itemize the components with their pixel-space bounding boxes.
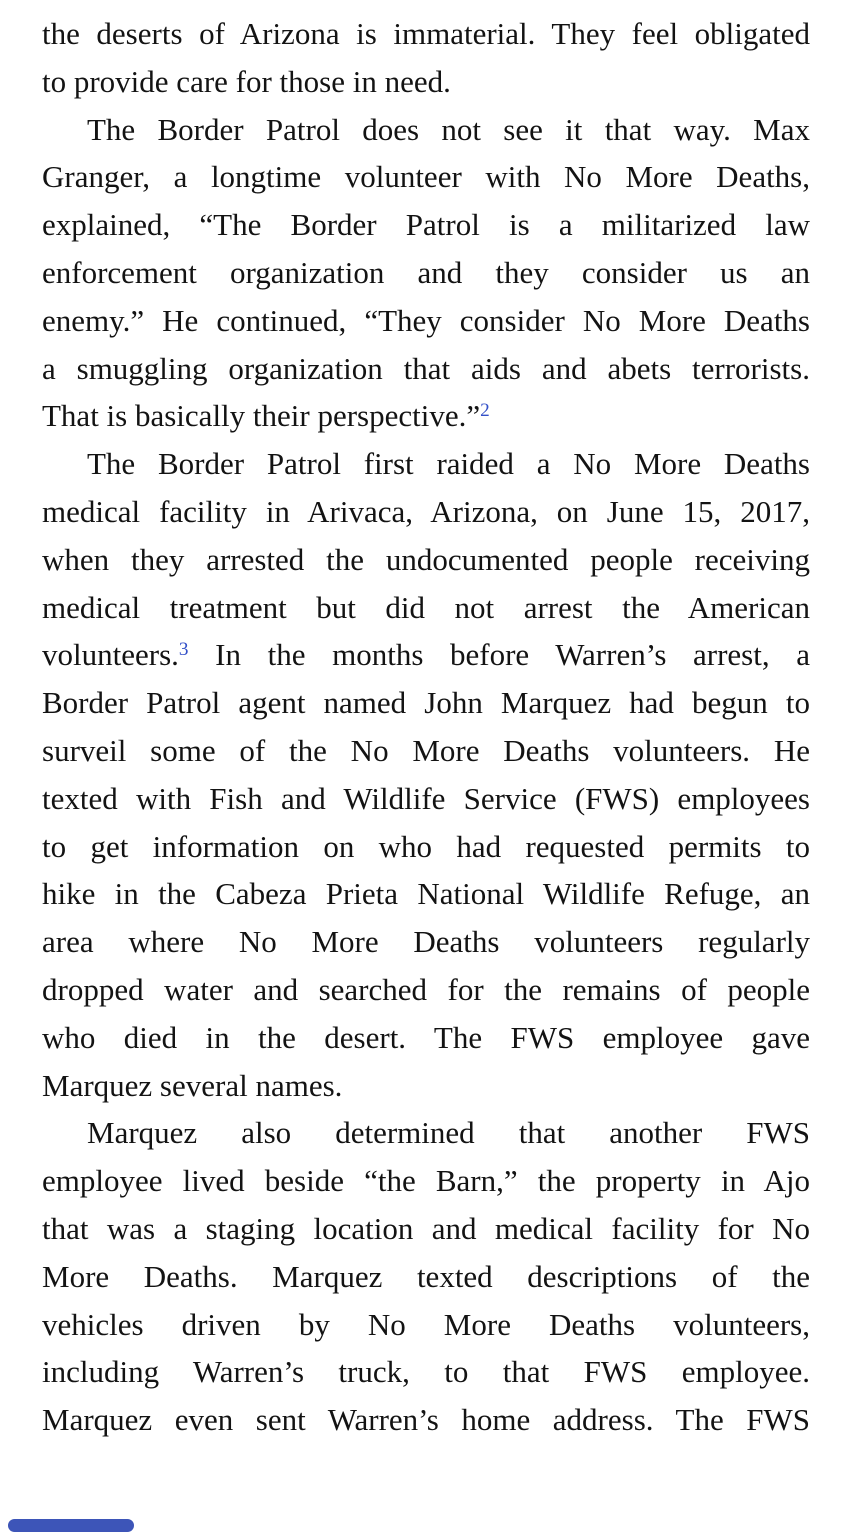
- text-line: Marquez also determined that another FWS: [87, 1115, 810, 1151]
- footnote-ref-2[interactable]: 2: [480, 399, 490, 421]
- text-line: hike in the Cabeza Prieta National Wildlife Refuge, an: [42, 876, 810, 912]
- text-line: employee lived beside “the Barn,” the property in Ajo: [42, 1163, 810, 1199]
- page-text: [42, 10, 810, 1444]
- text-line: enemy.” He continued, “They consider No More Deaths: [42, 302, 810, 338]
- text-line: the deserts of Arizona is immaterial. They feel obligated: [42, 16, 810, 51]
- text-line: dropped water and searched for the remains of people: [42, 971, 810, 1007]
- text-line: Border Patrol agent named John Marquez had begun to: [42, 685, 810, 721]
- text-line: to get information on who had requested permits to: [42, 828, 810, 864]
- footnote-ref-3[interactable]: 3: [178, 638, 189, 660]
- text-line: including Warren’s truck, to that FWS employee.: [42, 1354, 810, 1390]
- text-line: explained, “The Border Patrol is a militarized law: [42, 207, 810, 243]
- text-line: More Deaths. Marquez texted descriptions of the: [42, 1258, 810, 1294]
- reading-progress-bar: [8, 1519, 134, 1532]
- text-line: medical facility in Arivaca, Arizona, on June 15, 2017,: [42, 493, 810, 529]
- text-line: Marquez several names.: [42, 1067, 343, 1103]
- text-line: who died in the desert. The FWS employee gave: [42, 1019, 810, 1055]
- text-line: The Border Patrol first raided a No More Deaths: [87, 446, 810, 482]
- text-line: The Border Patrol does not see it that way. Max: [87, 111, 810, 147]
- text-line: that was a staging location and medical facility for No: [42, 1210, 810, 1246]
- text-line: when they arrested the undocumented people receiving: [42, 541, 810, 577]
- text-line: texted with Fish and Wildlife Service (FWS) employees: [42, 780, 810, 816]
- text-line: area where No More Deaths volunteers regularly: [42, 924, 810, 960]
- text-line: Marquez even sent Warren’s home address. The FWS: [42, 1402, 810, 1438]
- text-line: a smuggling organization that aids and abets terrorists.: [42, 350, 810, 386]
- text-line: That is basically their perspective.”$^2$: [42, 398, 490, 434]
- text-line: to provide care for those in need.: [42, 63, 451, 99]
- text-line: vehicles driven by No More Deaths volunteers,: [42, 1306, 810, 1342]
- text-line: surveil some of the No More Deaths volunteers. He: [42, 732, 810, 768]
- text-line: volunteers.$^3$ In the months before Warren’s arrest, a: [42, 637, 810, 673]
- text-line: Granger, a longtime volunteer with No More Deaths,: [42, 159, 810, 195]
- text-line: enforcement organization and they consider us an: [42, 254, 810, 290]
- text-line: medical treatment but did not arrest the American: [42, 589, 810, 625]
